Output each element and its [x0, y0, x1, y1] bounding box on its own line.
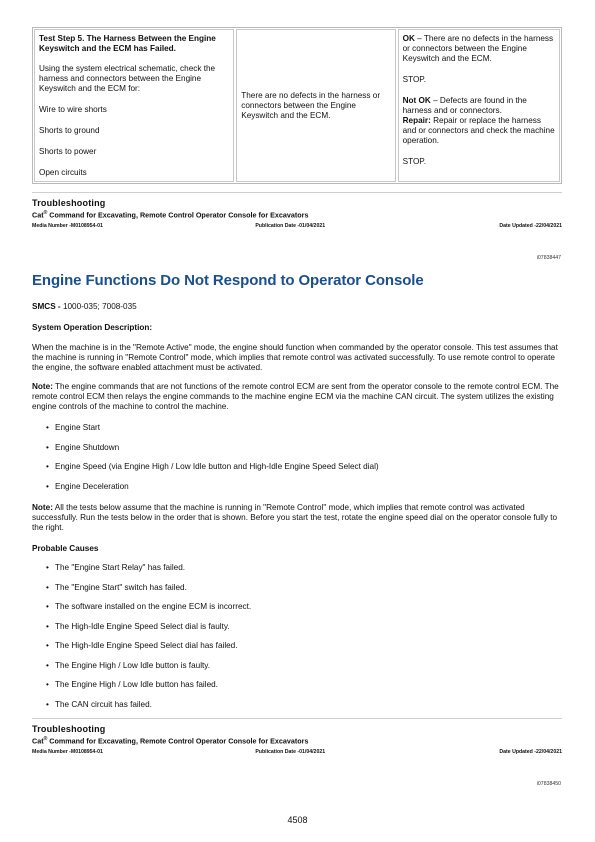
- list-item: • The CAN circuit has failed.: [46, 700, 546, 720]
- note-text: All the tests below assume that the machine is running in "Remote Control" mode, which implies that remote control was activated successfully. Run the tests below in the order that is shown. Before you start the test, rotate the engine speed dial on the operator console fully to the right.: [32, 503, 558, 532]
- ok-label: OK: [402, 34, 415, 43]
- list-item: • The software installed on the engine ECM is incorrect.: [46, 602, 546, 622]
- not-ok-result: [403, 96, 555, 116]
- footer-meta: [32, 749, 562, 755]
- document-id: i07838447: [536, 255, 561, 261]
- test-step-item: Wire to wire shorts: [39, 105, 107, 114]
- repair-instruction: [403, 116, 555, 146]
- not-ok-text: – Defects are found in the harness and or connectors.: [402, 96, 527, 115]
- media-number: Media Number -M0108954-01: [32, 749, 103, 756]
- footer-divider: [32, 192, 562, 193]
- ok-result: [403, 34, 555, 64]
- stop-text: STOP.: [402, 75, 426, 84]
- smcs-label: SMCS -: [32, 302, 63, 311]
- note-paragraph: [32, 382, 562, 412]
- list-item: • The "Engine Start Relay" has failed.: [46, 563, 546, 583]
- not-ok-label: Not OK: [402, 96, 431, 105]
- list-item: • The "Engine Start" switch has failed.: [46, 583, 546, 603]
- probable-causes-list: [46, 563, 546, 719]
- registered-mark: ®: [43, 736, 48, 742]
- brand-name: Cat: [32, 736, 44, 746]
- date-updated: Date Updated -22/04/2021: [499, 223, 562, 230]
- topic-title: Engine Functions Do Not Respond to Operator Console: [32, 272, 424, 289]
- repair-label: Repair:: [402, 116, 431, 125]
- list-item: • The High-Idle Engine Speed Select dial is faulty.: [46, 622, 546, 642]
- note-label: Note:: [32, 503, 53, 512]
- section-heading: System Operation Description:: [32, 323, 153, 332]
- manual-title: Command for Excavating, Remote Control Operator Console for Excavators: [47, 210, 309, 220]
- list-item: • The Engine High / Low Idle button has failed.: [46, 680, 546, 700]
- smcs-line: [32, 302, 562, 312]
- list-item: • Engine Shutdown: [46, 443, 546, 463]
- list-item: • Engine Speed (via Engine High / Low Idle button and High-Idle Engine Speed Select dial): [46, 462, 546, 482]
- note-label: Note:: [32, 382, 53, 391]
- footer-subtitle: [32, 736, 562, 745]
- test-step-cell: [34, 29, 234, 182]
- brand-name: Cat: [32, 210, 44, 220]
- ok-text: – There are no defects in the harness or connectors between the Engine Keyswitch and the ECM.: [402, 34, 554, 63]
- test-step-title: Test Step 5. The Harness Between the Engine Keyswitch and the ECM has Failed.: [39, 34, 216, 53]
- footer-title: Troubleshooting: [32, 724, 106, 734]
- note-paragraph: [32, 503, 562, 533]
- test-step-table: [32, 27, 562, 184]
- footer-meta: [32, 223, 562, 229]
- test-step-item: Shorts to power: [39, 147, 97, 156]
- section-heading: Probable Causes: [32, 544, 99, 553]
- page-footer: [32, 192, 562, 229]
- publication-date: Publication Date -01/04/2021: [255, 749, 326, 756]
- result-cell: [236, 29, 395, 182]
- test-step-item: Shorts to ground: [39, 126, 100, 135]
- list-item: • The High-Idle Engine Speed Select dial has failed.: [46, 641, 546, 661]
- stop-text: STOP.: [402, 157, 426, 166]
- smcs-codes: 1000-035; 7008-035: [62, 302, 137, 311]
- registered-mark: ®: [43, 210, 48, 216]
- footer-title: Troubleshooting: [32, 198, 106, 208]
- document-id: i07838450: [536, 781, 561, 787]
- list-item: • Engine Deceleration: [46, 482, 546, 502]
- footer-divider: [32, 718, 562, 719]
- list-item: • The Engine High / Low Idle button is faulty.: [46, 661, 546, 681]
- description-paragraph: When the machine is in the "Remote Active" mode, the engine should function when commanded by the operator console. This test assumes that the machine is running in "Remote Control" mode, which implies that remote control was activated successfully. To use remote control to operate the engine, the software enabled attachment must be activated.: [32, 343, 558, 372]
- result-text: There are no defects in the harness or connectors between the Engine Keyswitch and the ECM.: [241, 90, 381, 120]
- engine-functions-list: [46, 423, 546, 501]
- page-footer: [32, 718, 562, 755]
- repair-text: Repair or replace the harness and or connectors and check the machine operation.: [402, 116, 555, 145]
- manual-title: Command for Excavating, Remote Control Operator Console for Excavators: [47, 736, 309, 746]
- page-number: 4508: [287, 815, 308, 825]
- footer-subtitle: [32, 210, 562, 219]
- action-cell: [398, 29, 560, 182]
- note-text: The engine commands that are not functions of the remote control ECM are sent from the operator console to the remote control ECM. The remote control ECM then relays the engine commands to the machine engine ECM via the machine CAN circuit. The system utilizes the existing engine controls of the machine to control the machine.: [32, 382, 559, 411]
- list-item: • Engine Start: [46, 423, 546, 443]
- date-updated: Date Updated -22/04/2021: [499, 749, 562, 756]
- publication-date: Publication Date -01/04/2021: [255, 223, 326, 230]
- test-step-intro: Using the system electrical schematic, check the harness and connectors between the Engine Keyswitch and the ECM for:: [39, 64, 216, 93]
- test-step-item: Open circuits: [39, 168, 87, 177]
- media-number: Media Number -M0108954-01: [32, 223, 103, 230]
